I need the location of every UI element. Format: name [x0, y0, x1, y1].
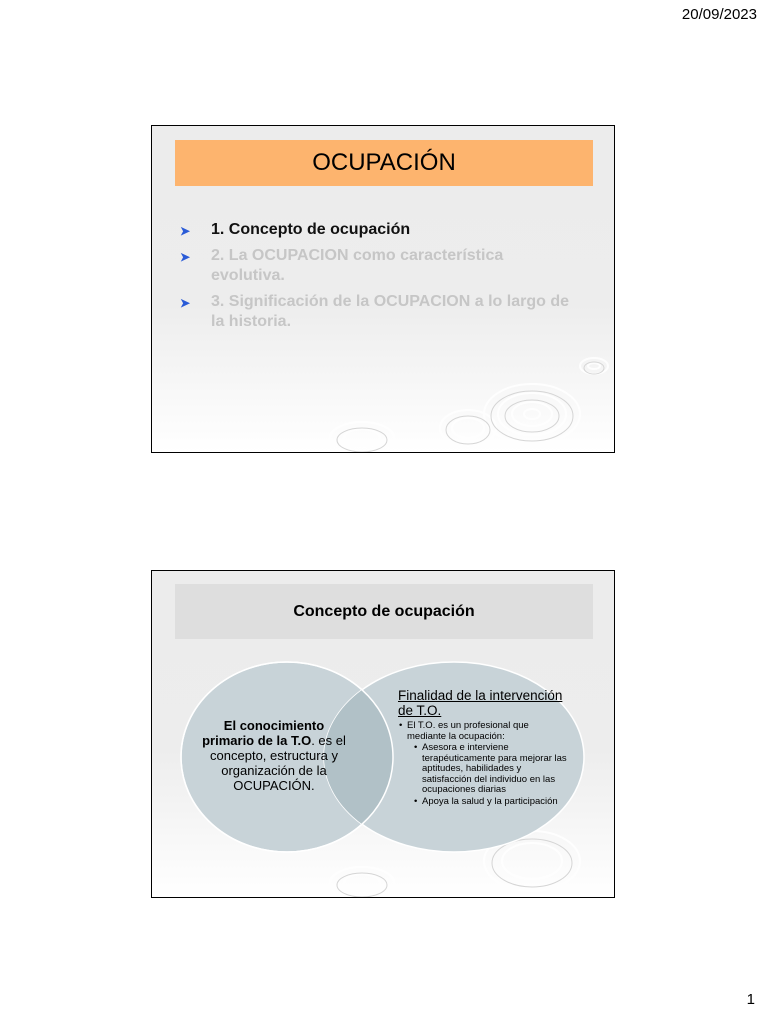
- arrow-bullet-icon: ➤: [180, 250, 191, 264]
- list-item-text: 1. Concepto de ocupación: [211, 221, 411, 238]
- slide1-title: OCUPACIÓN: [175, 140, 593, 186]
- list-item-text: El T.O. es un profesional que mediante la ocupación:: [407, 720, 529, 742]
- topic-list: [180, 220, 580, 338]
- left-text-rest: . es el concepto, estructura y organización de la OCUPACIÓN.: [210, 733, 346, 793]
- list-item-text: 2. La OCUPACION como característica evolutiva.: [211, 247, 504, 284]
- right-bullet-list: [398, 721, 568, 807]
- sub-bullet-list: [413, 743, 568, 807]
- page-date: 20/09/2023: [681, 6, 757, 23]
- arrow-bullet-icon: ➤: [180, 224, 191, 238]
- slide2-title: Concepto de ocupación: [175, 584, 593, 639]
- list-item: [180, 220, 580, 240]
- list-item: [180, 246, 580, 286]
- page-number: 1: [746, 991, 755, 1008]
- sub-list-item: • Apoya la salud y la participación: [413, 797, 568, 808]
- right-heading: Finalidad de la intervención de T.O.: [398, 688, 563, 718]
- list-item: [398, 721, 568, 807]
- venn-left-text: [200, 718, 348, 793]
- venn-right-text: [398, 688, 568, 808]
- slide-ocupacion: [151, 125, 615, 453]
- list-item-text: 3. Significación de la OCUPACION a lo largo de la historia.: [211, 293, 569, 330]
- left-text-bold: El conocimiento primario de la T.O: [202, 718, 325, 748]
- arrow-bullet-icon: ➤: [180, 296, 191, 310]
- slide-concepto: [151, 570, 615, 898]
- list-item: [180, 292, 580, 332]
- sub-list-item: • Asesora e interviene terapéuticamente para mejorar las aptitudes, habilidades y satisfacción del individuo en las ocupaciones diarias: [413, 743, 568, 796]
